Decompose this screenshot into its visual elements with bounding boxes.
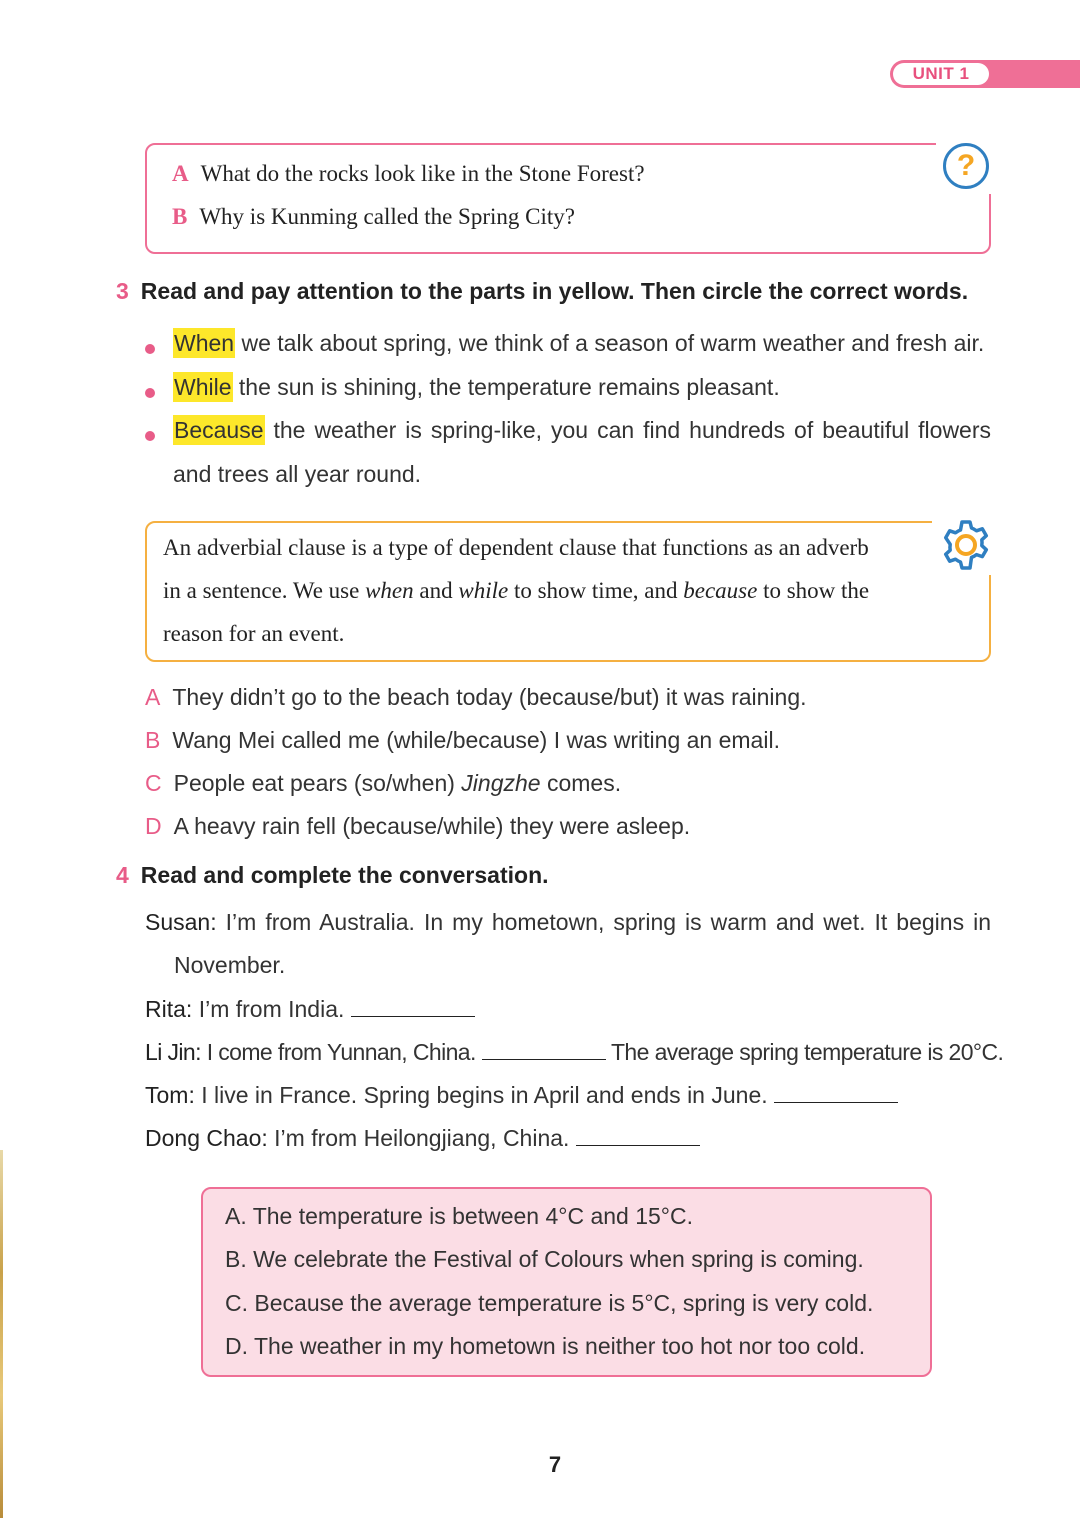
- dialogue-line: Dong Chao: I’m from Heilongjiang, China.: [145, 1125, 700, 1152]
- exercise-item: B Wang Mei called me (while/because) I was writing an email.: [145, 727, 780, 753]
- bullet-dot-icon: [145, 431, 155, 441]
- grammar-note-line: in a sentence. We use when and while to show time, and because to show the: [163, 578, 870, 603]
- question-item: B Why is Kunming called the Spring City?: [172, 204, 575, 229]
- dialogue-line: Li Jin: I come from Yunnan, China. The average spring temperature is 20°C.: [145, 1039, 1004, 1065]
- dialogue-continuation: November.: [174, 952, 286, 978]
- section-number: 4: [116, 862, 129, 888]
- highlighted-word: When: [174, 330, 235, 356]
- dialogue-line: Tom: I live in France. Spring begins in April and ends in June.: [145, 1082, 898, 1109]
- speaker-name: Li Jin:: [145, 1039, 201, 1065]
- section-title: Read and complete the conversation.: [140, 862, 549, 888]
- exercise-item: C People eat pears (so/when) Jingzhe comes.: [145, 770, 622, 796]
- option-item: D. The weather in my hometown is neither too hot nor too cold.: [225, 1333, 866, 1359]
- answer-blank[interactable]: [482, 1039, 606, 1060]
- exercise-item: A They didn’t go to the beach today (because/but) it was raining.: [145, 684, 807, 710]
- grammar-note-line: reason for an event.: [163, 621, 345, 646]
- speaker-name: Tom:: [145, 1082, 195, 1108]
- answer-blank[interactable]: [576, 1125, 700, 1146]
- section-3-heading: [116, 278, 968, 305]
- option-item: C. Because the average temperature is 5°C, spring is very cold.: [225, 1290, 874, 1316]
- answer-blank[interactable]: [774, 1082, 898, 1103]
- speaker-name: Rita:: [145, 996, 193, 1022]
- speaker-name: Dong Chao:: [145, 1125, 268, 1151]
- highlighted-word: While: [174, 374, 232, 400]
- option-item: A. The temperature is between 4°C and 15°C.: [225, 1203, 694, 1229]
- exercise-item: D A heavy rain fell (because/while) they were asleep.: [145, 813, 691, 839]
- gear-icon: [939, 518, 993, 572]
- bullet-dot-icon: [145, 388, 155, 398]
- answer-blank[interactable]: [351, 996, 475, 1017]
- section-title: Read and pay attention to the parts in yellow. Then circle the correct words.: [140, 278, 969, 304]
- unit-label: UNIT 1: [893, 63, 989, 85]
- bullet-dot-icon: [145, 344, 155, 354]
- dialogue-line: Rita: I’m from India.: [145, 996, 475, 1023]
- question-item: A What do the rocks look like in the Stone Forest?: [172, 161, 645, 186]
- page-number: 7: [548, 1452, 562, 1477]
- grammar-note-line: An adverbial clause is a type of dependent clause that functions as an adverb: [163, 535, 869, 560]
- question-box: [145, 143, 991, 254]
- dialogue-line: Susan: I’m from Australia. In my hometown, spring is warm and wet. It begins in: [145, 909, 992, 935]
- highlighted-word: Because: [174, 417, 264, 443]
- section-number: 3: [116, 278, 129, 304]
- option-item: B. We celebrate the Festival of Colours when spring is coming.: [225, 1246, 864, 1272]
- section-4-heading: [116, 862, 549, 889]
- speaker-name: Susan:: [145, 909, 217, 935]
- question-mark-icon: ?: [943, 143, 989, 189]
